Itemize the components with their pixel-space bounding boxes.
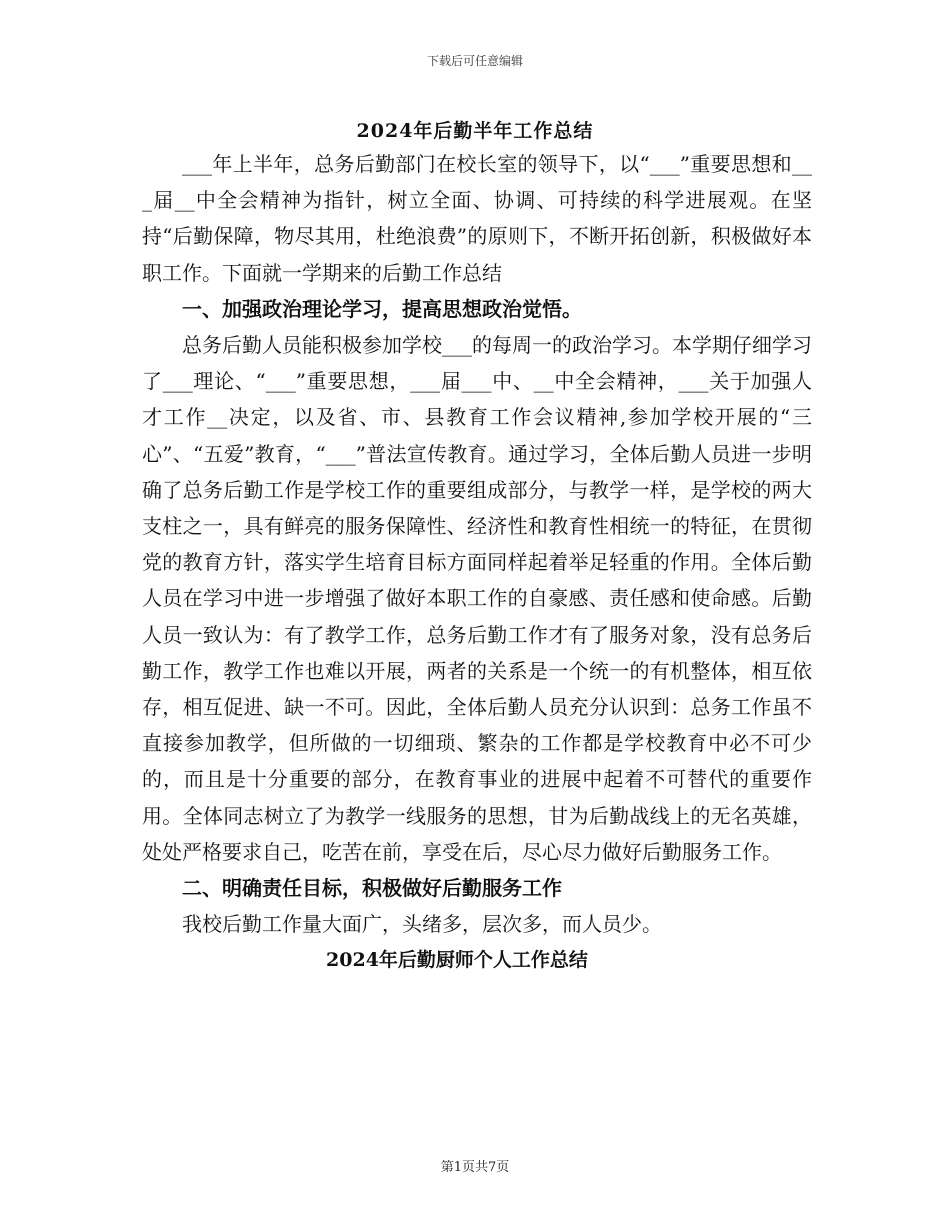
section-2-heading: 二、明确责任目标，积极做好后勤服务工作 [182, 876, 562, 901]
document-title: 2024年后勤半年工作总结 [356, 120, 594, 142]
section-1-paragraph: 总务后勤人员能积极参加学校___的每周一的政治学习。本学期仔细学习了___理论、“___”重要思想，___届___中、__中全会精神，___关于加强人才工作__决定，以及省、市、县教育工作会议精神,参加学校开展的“三心”、“五爱”教育，“___”普法宣传教育。通过学习，全体后勤人员进一步明确了总务后勤工作是学校工作的重要组成部分，与教学一样，是学校的两大支柱之一，具有鲜亮的服务保障性、经济性和教育性相统一的特征，在贯彻党的教育方针，落实学生培育目标方面同样起着举足轻重的作用。全体后勤人员在学习中进一步增强了做好本职工作的自豪感、责任感和使命感。后勤人员一致认为：有了教学工作，总务后勤工作才有了服务对象，没有总务后勤工作，教学工作也难以开展，两者的关系是一个统一的有机整体，相互依存，相互促进、缺一不可。因此，全体后勤人员充分认识到：总务工作虽不直接参加教学，但所做的一切细琐、繁杂的工作都是学校教育中必不可少的，而且是十分重要的部分，在教育事业的进展中起着不可替代的重要作用。全体同志树立了为教学一线服务的思想，甘为后勤战线上的无名英雄，处处严格要求自己，吃苦在前，享受在后，尽心尽力做好后勤服务工作。 [142, 333, 812, 864]
section-1-heading: 一、加强政治理论学习，提高思想政治觉悟。 [182, 296, 582, 321]
section-2-paragraph: 我校后勤工作量大面广，头绪多，层次多，而人员少。 [182, 912, 662, 937]
intro-paragraph: ___年上半年，总务后勤部门在校长室的领导下，以“___”重要思想和___届__中全会精神为指针，树立全面、协调、可持续的科学进展观。在坚持“后勤保障，物尽其用，杜绝浪费”的原则下，不断开拓创新，积极做好本职工作。下面就一学期来的后勤工作总结 [142, 152, 812, 285]
document-body [142, 146, 812, 979]
next-document-title: 2024年后勤厨师个人工作总结 [326, 949, 588, 972]
page-number-footer: 第1页共7页 [440, 1160, 510, 1175]
page-header-note: 下载后可任意编辑 [426, 54, 523, 68]
